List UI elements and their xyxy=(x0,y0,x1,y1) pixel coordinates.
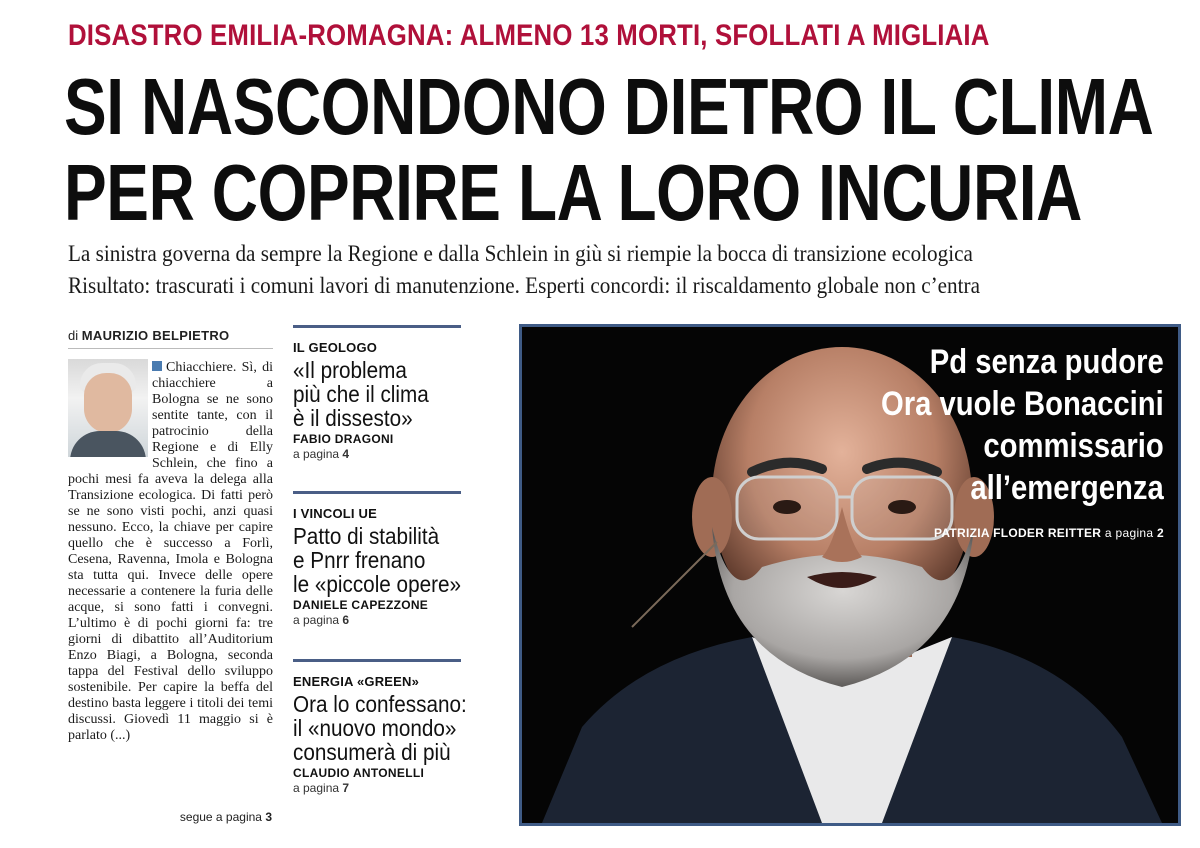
brief-page-ref: a pagina 7 xyxy=(293,781,350,795)
feature-byline xyxy=(934,526,1164,540)
main-headline xyxy=(64,64,1153,236)
brief-kicker: I VINCOLI UE xyxy=(293,506,378,521)
brief-divider xyxy=(293,491,461,494)
brief-author: FABIO DRAGONI xyxy=(293,432,394,446)
headline-line-1: SI NASCONDONO DIETRO IL CLIMA xyxy=(64,62,1154,151)
feature-page-ref: a pagina 2 xyxy=(1104,526,1164,540)
subhead-line-1: La sinistra governa da sempre la Regione e dalla Schlein in giù si riempie la bocca di transizione ecologica xyxy=(68,241,973,266)
feature-title: Pd senza pudore Ora vuole Bonaccini commissario all’emergenza xyxy=(881,343,1164,507)
brief-title: Patto di stabilità e Pnrr frenano le «piccole opere» xyxy=(293,523,462,597)
brief-kicker: ENERGIA «GREEN» xyxy=(293,674,420,689)
editorial-byline xyxy=(68,328,273,349)
brief-page-ref: a pagina 4 xyxy=(293,447,350,461)
brief-title: Ora lo confessano: il «nuovo mondo» consumerà di più xyxy=(293,691,467,765)
square-bullet-icon xyxy=(152,361,162,371)
brief-vincoli-ue[interactable] xyxy=(293,506,493,628)
brief-divider xyxy=(293,659,461,662)
feature-author: PATRIZIA FLODER REITTER xyxy=(933,526,1102,540)
subheadline xyxy=(68,238,980,302)
brief-geologo[interactable] xyxy=(293,340,493,462)
subhead-line-2: Risultato: trascurati i comuni lavori di manutenzione. Esperti concordi: il riscaldamento globale non c’entra xyxy=(68,273,980,298)
editorial-body xyxy=(68,360,273,744)
brief-divider xyxy=(293,325,461,328)
editorial-continues[interactable] xyxy=(150,810,272,824)
continues-page: 3 xyxy=(265,810,272,824)
feature-photo-block[interactable] xyxy=(519,324,1181,826)
headline-line-2: PER COPRIRE LA LORO INCURIA xyxy=(64,148,1082,237)
top-kicker: DISASTRO EMILIA-ROMAGNA: ALMENO 13 MORTI, SFOLLATI A MIGLIAIA xyxy=(68,19,990,52)
brief-author: DANIELE CAPEZZONE xyxy=(293,598,429,612)
brief-energia-green[interactable] xyxy=(293,674,493,796)
byline-prefix: di xyxy=(68,328,79,343)
brief-author: CLAUDIO ANTONELLI xyxy=(293,766,425,780)
brief-title: «Il problema più che il clima è il dissesto» xyxy=(293,357,429,431)
brief-kicker: IL GEOLOGO xyxy=(293,340,378,355)
brief-page-ref: a pagina 6 xyxy=(293,613,350,627)
editorial-text: Chiacchiere. Sì, di chiacchiere a Bologna se ne sono sentite tante, con il patrocinio della Regione e di Elly Schlein, che fino a pochi mesi fa aveva la delega alla Transizione ecologica. Di fatti però se ne sono visti pochi, anzi quasi nessuno. Ecco, la chiave per capire quello che è successo a Forlì, Cesena, Ravenna, Imola e Bologna sta tutta qui. Invece delle opere necessarie a contenere la furia delle acque, si sono fatti i convegni. L’ultimo è di pochi giorni fa: tre giorni di dibattito all’Auditorium Enzo Biagi, a Bologna, seconda tappa del Festival dello sviluppo sostenibile. Per capire la beffa del destino basta leggere i titoli dei temi discussi. Giovedì 11 maggio si è parlato (...) xyxy=(68,360,273,743)
byline-author: MAURIZIO BELPIETRO xyxy=(81,328,230,343)
continues-label: segue a pagina xyxy=(179,810,262,824)
